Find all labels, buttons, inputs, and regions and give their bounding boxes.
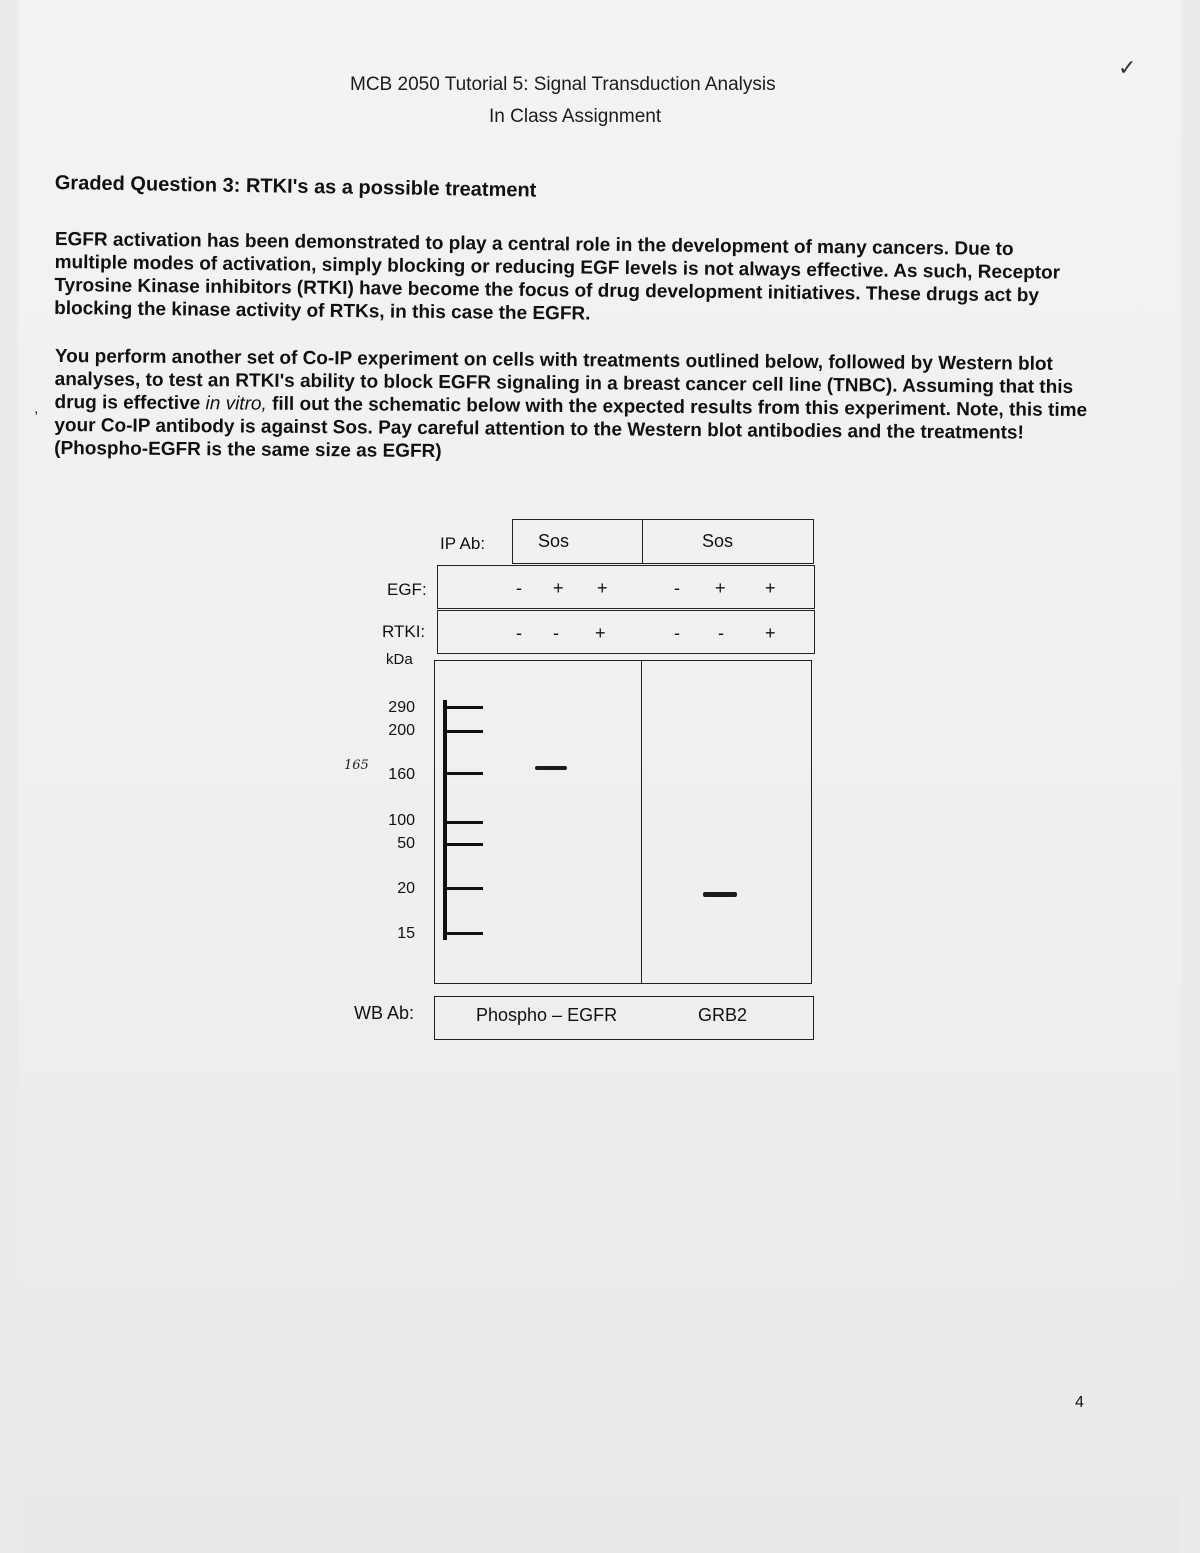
blot-area <box>434 660 812 984</box>
ladder-band-160 <box>443 772 483 775</box>
ip-ab-lane-2: Sos <box>702 531 734 551</box>
egf-value-2: + <box>553 578 564 598</box>
wb-ab-label: WB Ab: <box>354 1003 415 1023</box>
rtki-label: RTKI: <box>382 622 426 641</box>
page-number: 4 <box>1075 1394 1084 1411</box>
ladder-band-100 <box>443 821 483 824</box>
egf-value-5: + <box>715 578 726 598</box>
marker-20: 20 <box>397 880 415 897</box>
question-heading: Graded Question 3: RTKI's as a possible treatment <box>54 172 537 202</box>
task-text: You perform another set of Co-IP experiment on cells with treatments outlined below, followed by Western blot analyses, to test an RTKI's ability to block EGFR signaling in a breast cancer cell line (TNBC). Assuming that this drug is effective <box>54 345 1074 415</box>
rtki-value-1: - <box>516 623 522 643</box>
rtki-value-4: - <box>674 623 680 643</box>
ladder-band-15 <box>443 932 483 935</box>
marker-290: 290 <box>388 699 415 716</box>
blot-lane-divider <box>641 660 642 984</box>
task-italic: in vitro, <box>205 393 267 415</box>
egf-value-3: + <box>597 578 608 598</box>
marker-15: 15 <box>397 925 415 942</box>
egf-label: EGF: <box>387 580 427 599</box>
rtki-value-5: - <box>718 623 724 643</box>
rtki-value-6: + <box>765 623 776 643</box>
marker-50: 50 <box>397 835 415 852</box>
ip-divider <box>642 519 643 564</box>
marker-100: 100 <box>388 812 415 829</box>
egf-value-1: - <box>516 578 522 598</box>
page-title: MCB 2050 Tutorial 5: Signal Transduction Analysis <box>350 74 776 95</box>
ladder-edge <box>443 700 447 940</box>
egf-row-box <box>437 565 815 609</box>
rtki-value-3: + <box>595 623 606 643</box>
handwritten-165: 165 <box>344 758 369 773</box>
wb-ab-lane-1: Phospho – EGFR <box>476 1005 618 1025</box>
ip-ab-label: IP Ab: <box>440 534 486 553</box>
rtki-row-box <box>437 610 815 654</box>
ip-ab-lane-1: Sos <box>538 531 570 551</box>
rtki-value-2: - <box>553 623 559 643</box>
egf-value-6: + <box>765 578 776 598</box>
egf-value-4: - <box>674 578 680 598</box>
question-task <box>54 345 1095 468</box>
wb-ab-lane-2: GRB2 <box>698 1005 748 1025</box>
task-text-2: fill out the schematic below with the expected results from this experiment. <box>266 393 957 421</box>
kda-label: kDa <box>386 651 413 668</box>
ladder-band-290 <box>443 706 483 709</box>
ladder-band-200 <box>443 730 483 733</box>
marker-200: 200 <box>388 722 415 739</box>
page-subtitle: In Class Assignment <box>489 106 662 127</box>
question-intro: EGFR activation has been demonstrated to play a central role in the development of many cancers. Due to multiple modes of activation, simply blocking or reducing EGF levels is not always effective. As such, Receptor Tyrosine Kinase inhibitors (RTKI) have become the focus of drug development initiatives. These drugs act by blocking the kinase activity of RTKs, in this case the EGFR. <box>54 228 1061 325</box>
ladder-band-50 <box>443 843 483 846</box>
bullet-mark: , <box>34 400 39 417</box>
drawn-band-phospho-egfr <box>535 766 567 770</box>
task-note: Note, this time your Co-IP antibody is against Sos. Pay careful attention to the Western blot antibodies and the treatments! (Phospho-EGFR is the same size as EGFR) <box>54 399 1088 463</box>
drawn-band-grb2 <box>703 892 737 897</box>
marker-160: 160 <box>388 766 415 783</box>
checkmark-icon: ✓ <box>1118 55 1137 80</box>
ladder-band-20 <box>443 887 483 890</box>
